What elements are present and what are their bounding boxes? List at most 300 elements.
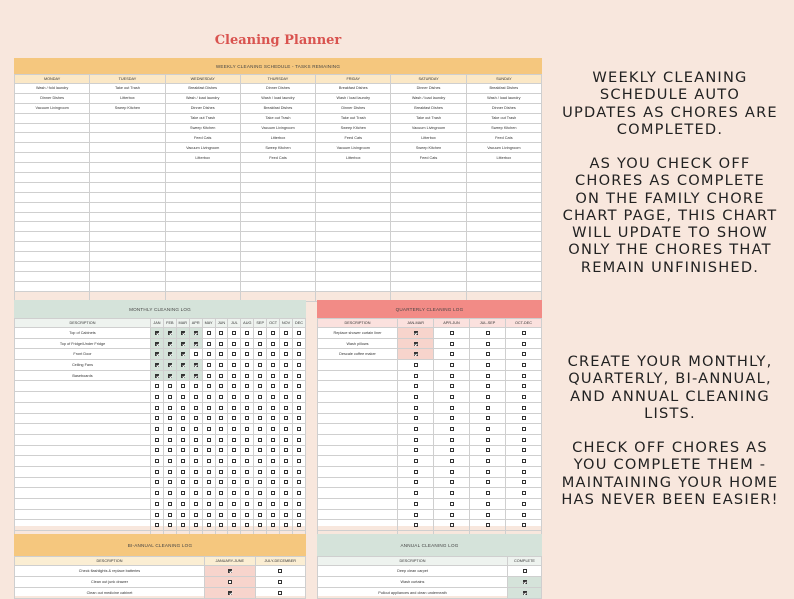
checkbox[interactable]	[245, 459, 249, 463]
checkbox[interactable]	[232, 406, 236, 410]
checkbox[interactable]	[486, 491, 490, 495]
checkbox[interactable]	[486, 448, 490, 452]
checkbox[interactable]	[522, 384, 526, 388]
checked-checkbox[interactable]	[181, 374, 185, 378]
checked-checkbox[interactable]	[155, 331, 159, 335]
checkbox[interactable]	[450, 480, 454, 484]
checkbox[interactable]	[486, 427, 490, 431]
checkbox[interactable]	[245, 491, 249, 495]
checkbox[interactable]	[181, 438, 185, 442]
checkbox[interactable]	[219, 491, 223, 495]
checkbox[interactable]	[450, 384, 454, 388]
checkbox[interactable]	[245, 480, 249, 484]
checkbox[interactable]	[181, 523, 185, 527]
checkbox[interactable]	[450, 459, 454, 463]
checkbox[interactable]	[155, 406, 159, 410]
checkbox[interactable]	[219, 406, 223, 410]
checkbox[interactable]	[245, 331, 249, 335]
checkbox[interactable]	[414, 363, 418, 367]
checkbox[interactable]	[181, 416, 185, 420]
checkbox[interactable]	[232, 395, 236, 399]
checkbox[interactable]	[297, 491, 301, 495]
checkbox[interactable]	[486, 502, 490, 506]
checked-checkbox[interactable]	[181, 342, 185, 346]
checkbox[interactable]	[245, 406, 249, 410]
checkbox[interactable]	[228, 580, 232, 584]
checkbox[interactable]	[181, 459, 185, 463]
checkbox[interactable]	[297, 502, 301, 506]
checkbox[interactable]	[155, 438, 159, 442]
checkbox[interactable]	[297, 342, 301, 346]
checkbox[interactable]	[450, 342, 454, 346]
checked-checkbox[interactable]	[168, 342, 172, 346]
checkbox[interactable]	[168, 480, 172, 484]
checkbox[interactable]	[232, 480, 236, 484]
checkbox[interactable]	[414, 406, 418, 410]
checkbox[interactable]	[232, 523, 236, 527]
checkbox[interactable]	[486, 384, 490, 388]
checkbox[interactable]	[271, 523, 275, 527]
checked-checkbox[interactable]	[168, 374, 172, 378]
checkbox[interactable]	[168, 416, 172, 420]
checkbox[interactable]	[219, 427, 223, 431]
checkbox[interactable]	[194, 384, 198, 388]
checkbox[interactable]	[271, 406, 275, 410]
checkbox[interactable]	[414, 502, 418, 506]
checkbox[interactable]	[194, 427, 198, 431]
checkbox[interactable]	[486, 395, 490, 399]
checkbox[interactable]	[486, 406, 490, 410]
checkbox[interactable]	[284, 427, 288, 431]
checkbox[interactable]	[194, 502, 198, 506]
checkbox[interactable]	[284, 513, 288, 517]
checkbox[interactable]	[522, 459, 526, 463]
checkbox[interactable]	[232, 448, 236, 452]
checkbox[interactable]	[168, 448, 172, 452]
checkbox[interactable]	[414, 416, 418, 420]
checkbox[interactable]	[258, 513, 262, 517]
checkbox[interactable]	[284, 331, 288, 335]
checked-checkbox[interactable]	[414, 342, 418, 346]
checkbox[interactable]	[486, 352, 490, 356]
checked-checkbox[interactable]	[168, 352, 172, 356]
checkbox[interactable]	[168, 470, 172, 474]
checkbox[interactable]	[414, 470, 418, 474]
checkbox[interactable]	[258, 331, 262, 335]
checkbox[interactable]	[258, 406, 262, 410]
checkbox[interactable]	[232, 384, 236, 388]
checkbox[interactable]	[450, 374, 454, 378]
checked-checkbox[interactable]	[414, 352, 418, 356]
checked-checkbox[interactable]	[155, 363, 159, 367]
checkbox[interactable]	[245, 374, 249, 378]
checkbox[interactable]	[450, 352, 454, 356]
checkbox[interactable]	[219, 513, 223, 517]
checkbox[interactable]	[522, 513, 526, 517]
checked-checkbox[interactable]	[194, 363, 198, 367]
checkbox[interactable]	[181, 491, 185, 495]
checkbox[interactable]	[486, 513, 490, 517]
checkbox[interactable]	[207, 502, 211, 506]
checkbox[interactable]	[219, 352, 223, 356]
checkbox[interactable]	[155, 491, 159, 495]
checkbox[interactable]	[258, 480, 262, 484]
checkbox[interactable]	[168, 513, 172, 517]
checkbox[interactable]	[486, 470, 490, 474]
checkbox[interactable]	[486, 342, 490, 346]
checkbox[interactable]	[271, 438, 275, 442]
checkbox[interactable]	[194, 352, 198, 356]
checkbox[interactable]	[194, 448, 198, 452]
checkbox[interactable]	[450, 416, 454, 420]
checkbox[interactable]	[258, 374, 262, 378]
checkbox[interactable]	[219, 523, 223, 527]
checkbox[interactable]	[271, 491, 275, 495]
checkbox[interactable]	[168, 406, 172, 410]
checkbox[interactable]	[168, 395, 172, 399]
checkbox[interactable]	[258, 448, 262, 452]
checkbox[interactable]	[271, 352, 275, 356]
checkbox[interactable]	[271, 342, 275, 346]
checkbox[interactable]	[245, 427, 249, 431]
checked-checkbox[interactable]	[168, 331, 172, 335]
checkbox[interactable]	[207, 406, 211, 410]
checkbox[interactable]	[284, 342, 288, 346]
checkbox[interactable]	[278, 580, 282, 584]
checkbox[interactable]	[207, 491, 211, 495]
checkbox[interactable]	[522, 331, 526, 335]
checked-checkbox[interactable]	[194, 342, 198, 346]
checkbox[interactable]	[232, 363, 236, 367]
checkbox[interactable]	[258, 363, 262, 367]
checkbox[interactable]	[271, 513, 275, 517]
checkbox[interactable]	[258, 502, 262, 506]
checkbox[interactable]	[219, 384, 223, 388]
checkbox[interactable]	[258, 342, 262, 346]
checkbox[interactable]	[297, 363, 301, 367]
checkbox[interactable]	[207, 459, 211, 463]
checkbox[interactable]	[297, 374, 301, 378]
checkbox[interactable]	[297, 470, 301, 474]
checkbox[interactable]	[284, 352, 288, 356]
checkbox[interactable]	[232, 331, 236, 335]
checkbox[interactable]	[155, 502, 159, 506]
checkbox[interactable]	[181, 470, 185, 474]
checkbox[interactable]	[207, 513, 211, 517]
checkbox[interactable]	[155, 384, 159, 388]
checkbox[interactable]	[284, 363, 288, 367]
checkbox[interactable]	[297, 427, 301, 431]
checkbox[interactable]	[486, 416, 490, 420]
checkbox[interactable]	[155, 513, 159, 517]
checkbox[interactable]	[245, 438, 249, 442]
checkbox[interactable]	[219, 502, 223, 506]
checkbox[interactable]	[450, 427, 454, 431]
checkbox[interactable]	[245, 502, 249, 506]
checkbox[interactable]	[207, 416, 211, 420]
checkbox[interactable]	[219, 331, 223, 335]
checkbox[interactable]	[168, 459, 172, 463]
checked-checkbox[interactable]	[181, 363, 185, 367]
checkbox[interactable]	[219, 374, 223, 378]
checkbox[interactable]	[245, 523, 249, 527]
checkbox[interactable]	[297, 352, 301, 356]
checkbox[interactable]	[232, 416, 236, 420]
checkbox[interactable]	[271, 448, 275, 452]
checkbox[interactable]	[414, 480, 418, 484]
checkbox[interactable]	[284, 470, 288, 474]
checkbox[interactable]	[284, 384, 288, 388]
checkbox[interactable]	[207, 448, 211, 452]
checked-checkbox[interactable]	[414, 331, 418, 335]
checkbox[interactable]	[271, 427, 275, 431]
checkbox[interactable]	[155, 523, 159, 527]
checkbox[interactable]	[194, 470, 198, 474]
checkbox[interactable]	[245, 416, 249, 420]
checkbox[interactable]	[155, 480, 159, 484]
checkbox[interactable]	[232, 374, 236, 378]
checkbox[interactable]	[271, 502, 275, 506]
checkbox[interactable]	[486, 331, 490, 335]
checkbox[interactable]	[486, 523, 490, 527]
checkbox[interactable]	[219, 416, 223, 420]
checkbox[interactable]	[284, 374, 288, 378]
checkbox[interactable]	[522, 448, 526, 452]
checkbox[interactable]	[450, 395, 454, 399]
checkbox[interactable]	[245, 352, 249, 356]
checkbox[interactable]	[194, 480, 198, 484]
checkbox[interactable]	[486, 363, 490, 367]
checkbox[interactable]	[522, 502, 526, 506]
checked-checkbox[interactable]	[155, 352, 159, 356]
checkbox[interactable]	[207, 523, 211, 527]
checkbox[interactable]	[207, 480, 211, 484]
checkbox[interactable]	[245, 363, 249, 367]
checkbox[interactable]	[232, 352, 236, 356]
checkbox[interactable]	[181, 448, 185, 452]
checkbox[interactable]	[232, 342, 236, 346]
checkbox[interactable]	[168, 523, 172, 527]
checkbox[interactable]	[232, 513, 236, 517]
checkbox[interactable]	[258, 352, 262, 356]
checkbox[interactable]	[450, 438, 454, 442]
checkbox[interactable]	[245, 448, 249, 452]
checkbox[interactable]	[450, 363, 454, 367]
checkbox[interactable]	[219, 470, 223, 474]
checkbox[interactable]	[522, 374, 526, 378]
checkbox[interactable]	[194, 438, 198, 442]
checkbox[interactable]	[522, 395, 526, 399]
checkbox[interactable]	[450, 502, 454, 506]
checkbox[interactable]	[181, 406, 185, 410]
checkbox[interactable]	[258, 491, 262, 495]
checkbox[interactable]	[232, 427, 236, 431]
checkbox[interactable]	[271, 395, 275, 399]
checked-checkbox[interactable]	[181, 352, 185, 356]
checked-checkbox[interactable]	[194, 331, 198, 335]
checkbox[interactable]	[271, 384, 275, 388]
checkbox[interactable]	[414, 513, 418, 517]
checkbox[interactable]	[271, 374, 275, 378]
checked-checkbox[interactable]	[194, 374, 198, 378]
checkbox[interactable]	[284, 502, 288, 506]
checkbox[interactable]	[486, 480, 490, 484]
checkbox[interactable]	[181, 513, 185, 517]
checkbox[interactable]	[522, 438, 526, 442]
checkbox[interactable]	[232, 459, 236, 463]
checkbox[interactable]	[155, 416, 159, 420]
checkbox[interactable]	[271, 331, 275, 335]
checkbox[interactable]	[271, 470, 275, 474]
checked-checkbox[interactable]	[168, 363, 172, 367]
checkbox[interactable]	[522, 523, 526, 527]
checkbox[interactable]	[207, 438, 211, 442]
checkbox[interactable]	[297, 406, 301, 410]
checkbox[interactable]	[207, 352, 211, 356]
checkbox[interactable]	[168, 438, 172, 442]
checkbox[interactable]	[297, 459, 301, 463]
checkbox[interactable]	[258, 459, 262, 463]
checkbox[interactable]	[207, 470, 211, 474]
checkbox[interactable]	[450, 448, 454, 452]
checked-checkbox[interactable]	[155, 374, 159, 378]
checkbox[interactable]	[155, 448, 159, 452]
checkbox[interactable]	[486, 374, 490, 378]
checkbox[interactable]	[155, 427, 159, 431]
checkbox[interactable]	[219, 438, 223, 442]
checkbox[interactable]	[181, 480, 185, 484]
checked-checkbox[interactable]	[181, 331, 185, 335]
checkbox[interactable]	[181, 427, 185, 431]
checkbox[interactable]	[450, 523, 454, 527]
checkbox[interactable]	[278, 591, 282, 595]
checkbox[interactable]	[522, 416, 526, 420]
checkbox[interactable]	[258, 427, 262, 431]
checkbox[interactable]	[194, 395, 198, 399]
checkbox[interactable]	[181, 384, 185, 388]
checkbox[interactable]	[284, 448, 288, 452]
checkbox[interactable]	[155, 395, 159, 399]
checkbox[interactable]	[168, 491, 172, 495]
checked-checkbox[interactable]	[523, 591, 527, 595]
checkbox[interactable]	[522, 342, 526, 346]
checkbox[interactable]	[168, 384, 172, 388]
checkbox[interactable]	[450, 331, 454, 335]
checkbox[interactable]	[414, 523, 418, 527]
checkbox[interactable]	[232, 491, 236, 495]
checkbox[interactable]	[207, 342, 211, 346]
checked-checkbox[interactable]	[155, 342, 159, 346]
checkbox[interactable]	[155, 470, 159, 474]
checkbox[interactable]	[258, 438, 262, 442]
checkbox[interactable]	[245, 470, 249, 474]
checkbox[interactable]	[414, 395, 418, 399]
checkbox[interactable]	[284, 395, 288, 399]
checkbox[interactable]	[414, 427, 418, 431]
checkbox[interactable]	[219, 342, 223, 346]
checked-checkbox[interactable]	[228, 569, 232, 573]
checkbox[interactable]	[207, 427, 211, 431]
checkbox[interactable]	[297, 395, 301, 399]
checked-checkbox[interactable]	[523, 580, 527, 584]
checkbox[interactable]	[450, 491, 454, 495]
checked-checkbox[interactable]	[228, 591, 232, 595]
checkbox[interactable]	[414, 438, 418, 442]
checkbox[interactable]	[207, 363, 211, 367]
checkbox[interactable]	[278, 569, 282, 573]
checkbox[interactable]	[194, 513, 198, 517]
checkbox[interactable]	[523, 569, 527, 573]
checkbox[interactable]	[486, 459, 490, 463]
checkbox[interactable]	[207, 374, 211, 378]
checkbox[interactable]	[219, 448, 223, 452]
checkbox[interactable]	[232, 438, 236, 442]
checkbox[interactable]	[219, 480, 223, 484]
checkbox[interactable]	[297, 416, 301, 420]
checkbox[interactable]	[168, 502, 172, 506]
checkbox[interactable]	[232, 502, 236, 506]
checkbox[interactable]	[271, 459, 275, 463]
checkbox[interactable]	[258, 384, 262, 388]
checkbox[interactable]	[284, 406, 288, 410]
checkbox[interactable]	[522, 480, 526, 484]
checkbox[interactable]	[219, 395, 223, 399]
checkbox[interactable]	[168, 427, 172, 431]
checkbox[interactable]	[297, 331, 301, 335]
checkbox[interactable]	[181, 502, 185, 506]
checkbox[interactable]	[414, 459, 418, 463]
checkbox[interactable]	[155, 459, 159, 463]
checkbox[interactable]	[284, 438, 288, 442]
checkbox[interactable]	[450, 406, 454, 410]
checkbox[interactable]	[522, 363, 526, 367]
checkbox[interactable]	[194, 491, 198, 495]
checkbox[interactable]	[207, 384, 211, 388]
checkbox[interactable]	[297, 448, 301, 452]
checkbox[interactable]	[284, 480, 288, 484]
checkbox[interactable]	[414, 448, 418, 452]
checkbox[interactable]	[258, 523, 262, 527]
checkbox[interactable]	[219, 363, 223, 367]
checkbox[interactable]	[258, 395, 262, 399]
checkbox[interactable]	[297, 513, 301, 517]
checkbox[interactable]	[258, 416, 262, 420]
checkbox[interactable]	[194, 406, 198, 410]
checkbox[interactable]	[271, 416, 275, 420]
checkbox[interactable]	[522, 406, 526, 410]
checkbox[interactable]	[207, 395, 211, 399]
checkbox[interactable]	[284, 491, 288, 495]
checkbox[interactable]	[245, 395, 249, 399]
checkbox[interactable]	[522, 491, 526, 495]
checkbox[interactable]	[271, 363, 275, 367]
checkbox[interactable]	[194, 459, 198, 463]
checkbox[interactable]	[522, 352, 526, 356]
checkbox[interactable]	[284, 523, 288, 527]
checkbox[interactable]	[297, 438, 301, 442]
checkbox[interactable]	[232, 470, 236, 474]
checkbox[interactable]	[522, 470, 526, 474]
checkbox[interactable]	[219, 459, 223, 463]
checkbox[interactable]	[258, 470, 262, 474]
checkbox[interactable]	[297, 523, 301, 527]
checkbox[interactable]	[297, 480, 301, 484]
checkbox[interactable]	[181, 395, 185, 399]
checkbox[interactable]	[414, 491, 418, 495]
checkbox[interactable]	[245, 513, 249, 517]
checkbox[interactable]	[245, 384, 249, 388]
checkbox[interactable]	[194, 523, 198, 527]
